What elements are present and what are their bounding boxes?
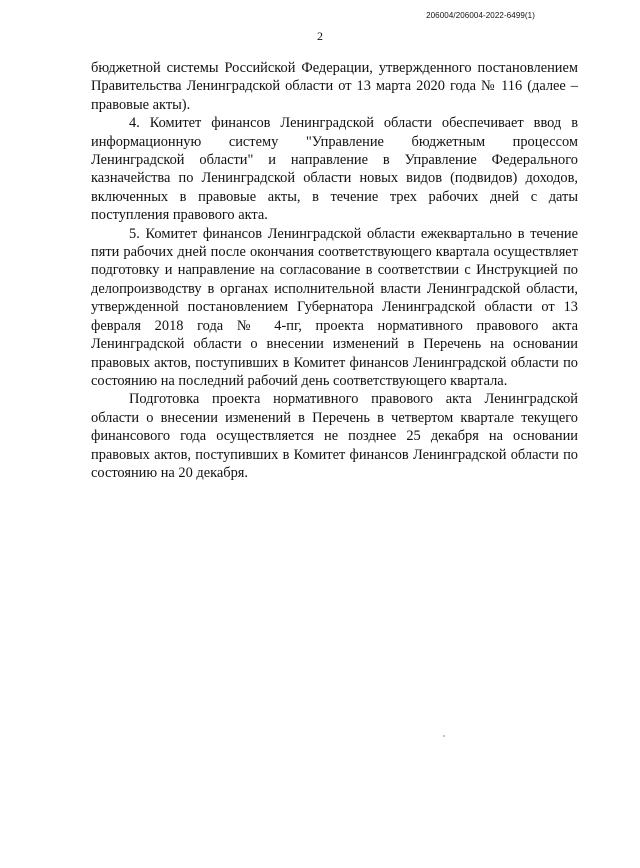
document-body — [91, 59, 578, 482]
scan-speck — [443, 735, 445, 737]
paragraph-continuation: бюджетной системы Российской Федерации, утвержденного постановлением Правительства Ленинградской области от 13 марта 2020 года № 116 (далее – правовые акты). — [91, 60, 578, 113]
paragraph-item-5: 5. Комитет финансов Ленинградской области ежеквартально в течение пяти рабочих дней после окончания соответствующего квартала осуществляет подготовку и направление на согласование в соответствии с Инструкцией по делопроизводству в органах исполнительной власти Ленинградской области, утвержденной постановлением Губернатора Ленинградской области от 13 февраля 2018 года № 4-пг, проекта нормативного правового акта Ленинградской области о внесении изменений в Перечень на основании правовых актов, поступивших в Комитет финансов Ленинградской области по состоянию на последний рабочий день соответствующего квартала. — [91, 225, 578, 389]
paragraph-fourth-quarter: Подготовка проекта нормативного правового акта Ленинградской области о внесении изменений в Перечень в четвертом квартале текущего финансового года осуществляется не позднее 25 декабря на основании правовых актов, поступивших в Комитет финансов Ленинградской области по состоянию на 20 декабря. — [91, 391, 578, 481]
document-reference: 206004/206004-2022-6499(1) — [426, 11, 535, 20]
paragraph-item-4: 4. Комитет финансов Ленинградской области обеспечивает ввод в информационную систему "Управление бюджетным процессом Ленинградской области" и направление в Управление Федерального казначейства по Ленинградской области новых видов (подвидов) доходов, включенных в правовые акты, в течение трех рабочих дней с даты поступления правового акта. — [91, 115, 578, 224]
page-number: 2 — [317, 29, 323, 43]
